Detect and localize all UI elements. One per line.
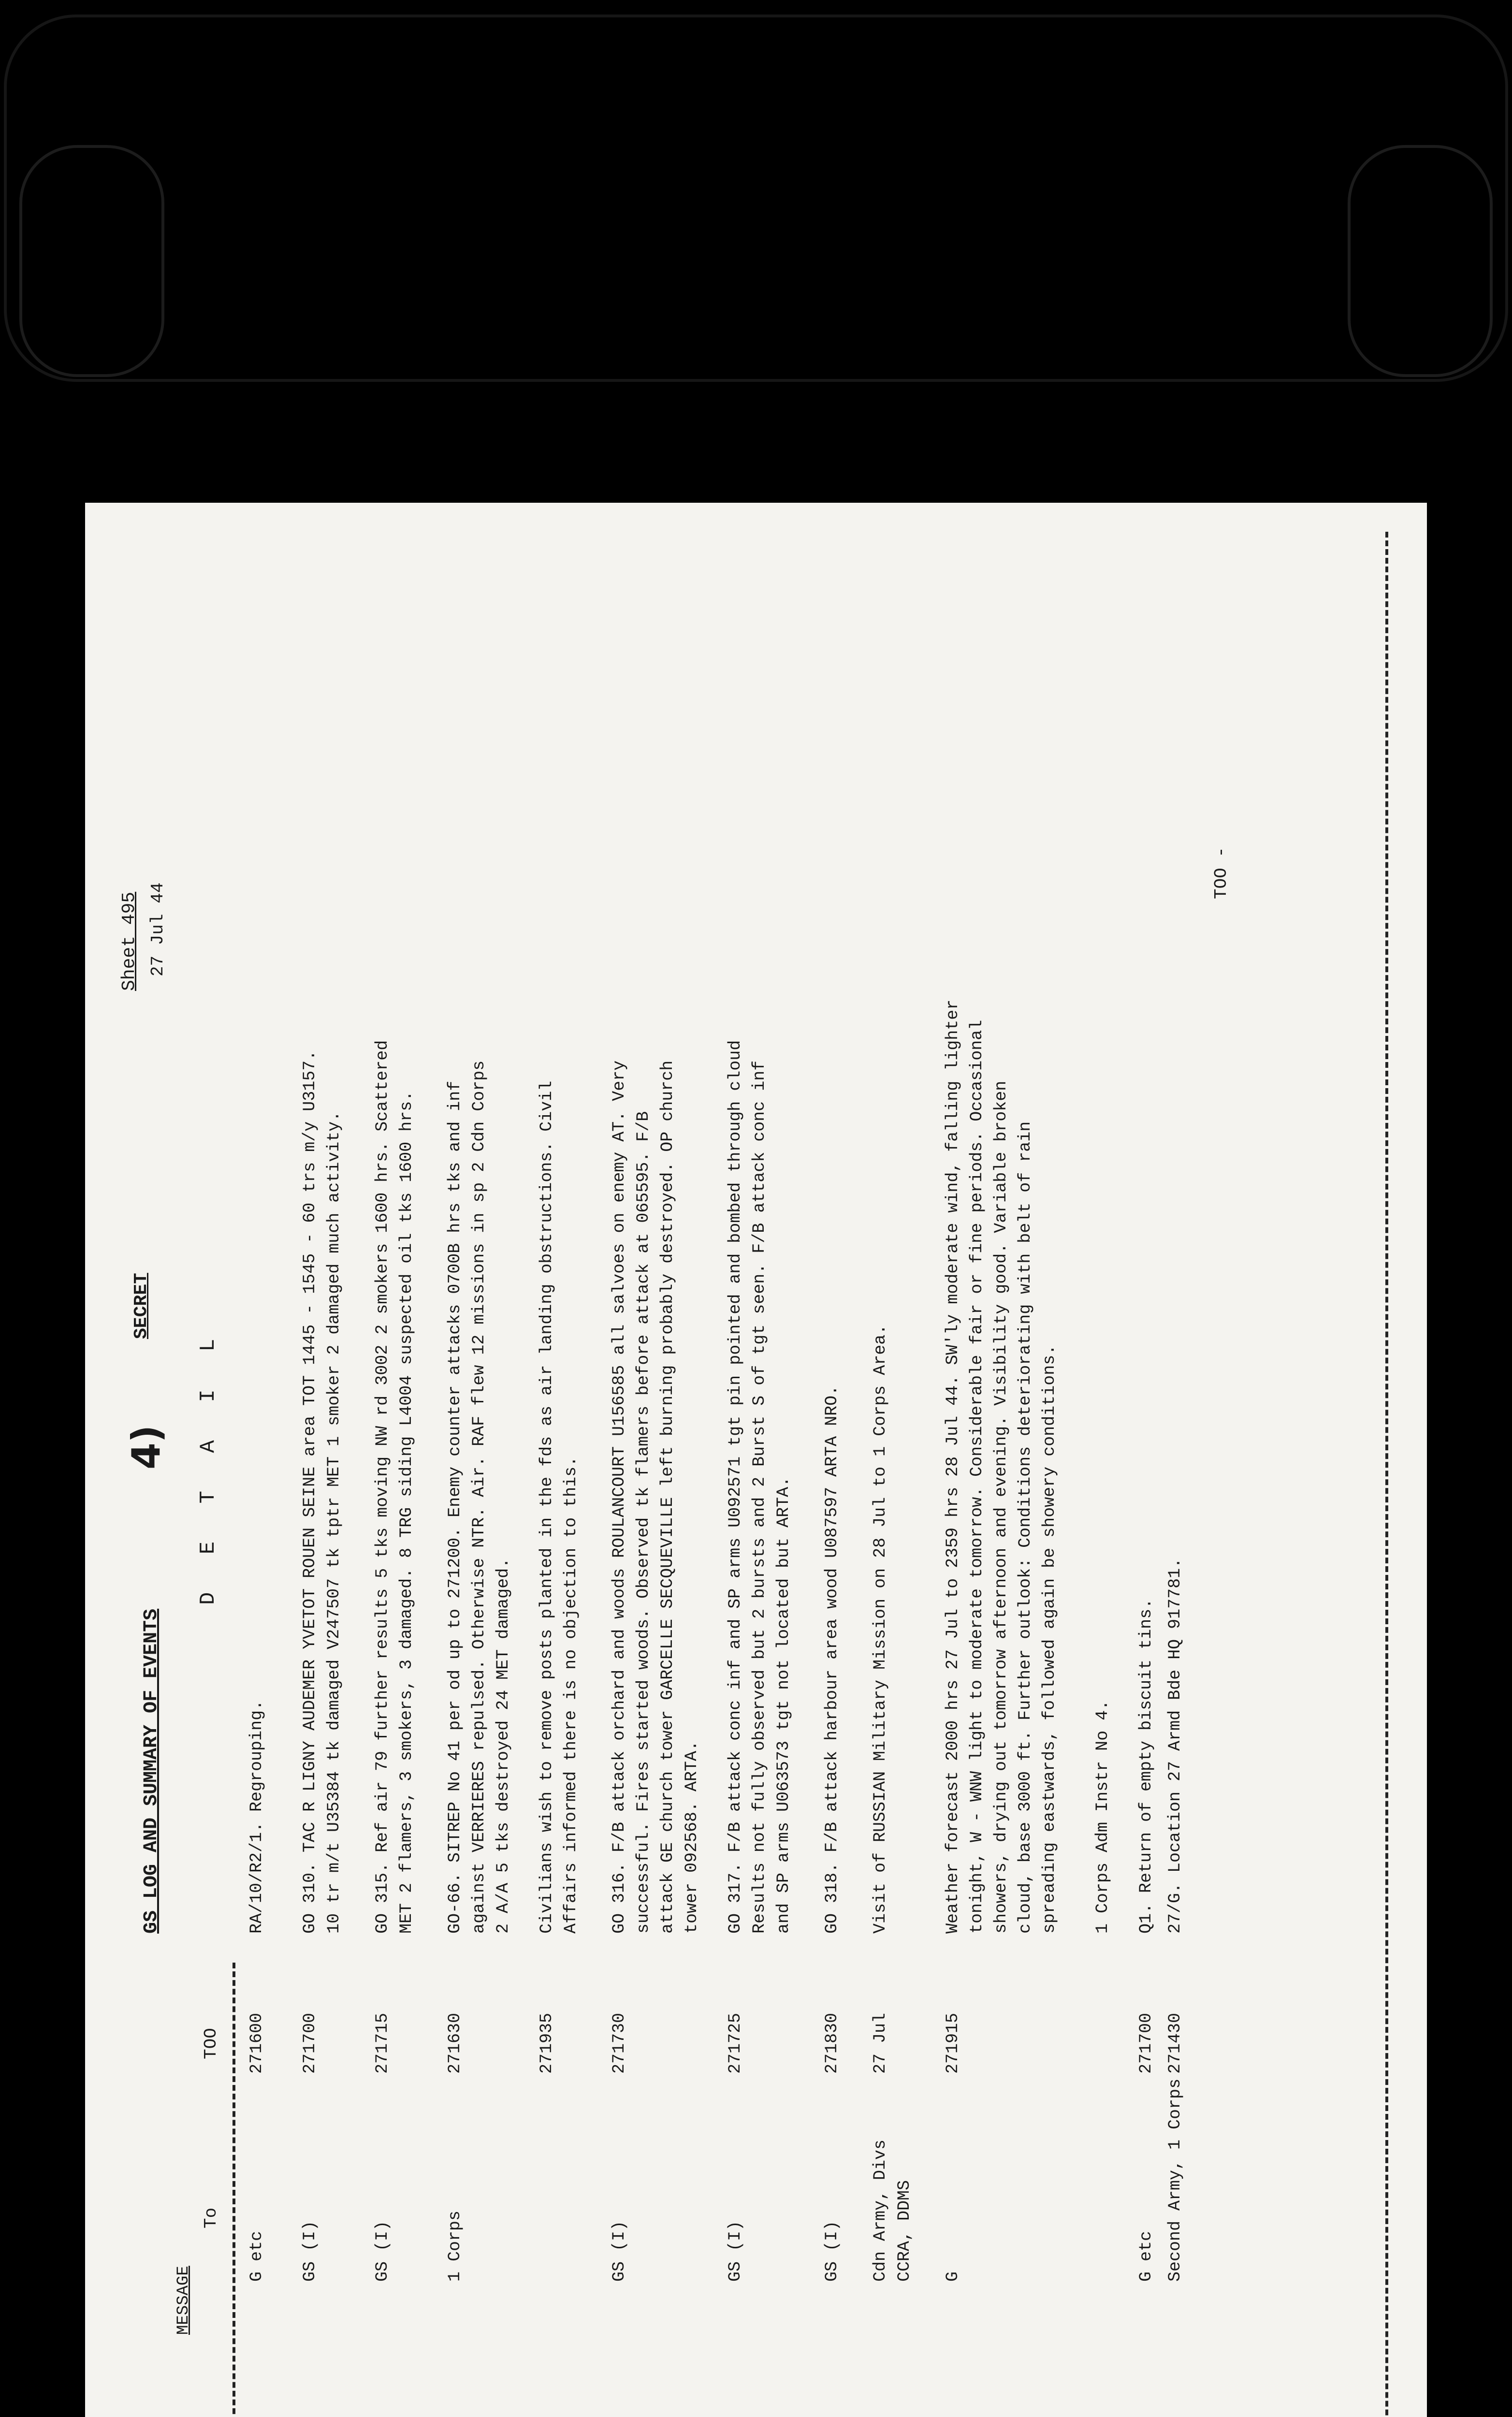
hand-mark: 4) xyxy=(124,1425,169,1470)
row-too: 271715 xyxy=(373,2012,392,2074)
detail-line: spreading eastwards, followed again be showery conditions. xyxy=(1040,1344,1059,1934)
row-detail xyxy=(1163,1558,1187,1934)
col-header-message: MESSAGE xyxy=(174,2266,193,2335)
row-too: 271915 xyxy=(943,2012,962,2074)
row-detail xyxy=(370,1040,419,1934)
row-too: 271630 xyxy=(445,2012,465,2074)
detail-line: showers, drying out tomorrow afternoon and evening. Visibility good. Variable broken xyxy=(991,1080,1011,1934)
detail-line: Visit of RUSSIAN Military Mission on 28 Jul to 1 Corps Area. xyxy=(871,1324,890,1934)
log-title: GS LOG AND SUMMARY OF EVENTS xyxy=(141,1608,162,1934)
detail-line: RA/10/R2/1. Regrouping. xyxy=(247,1700,266,1934)
detail-line: cloud, base 3000 ft. Further outlook: Conditions deteriorating with belt of rain xyxy=(1016,1121,1035,1934)
film-sprocket-right-top xyxy=(1348,145,1493,377)
detail-line: 1 Corps Adm Instr No 4. xyxy=(1093,1700,1112,1934)
row-to: G xyxy=(943,2271,962,2282)
detail-line: GO 315. Ref air 79 further results 5 tks moving NW rd 3002 2 smokers 1600 hrs. Scattered xyxy=(373,1040,392,1934)
detail-line: successful. Fires started woods. Observed tk flamers before attack at 065595. F/B xyxy=(634,1111,653,1934)
col-header-to: To xyxy=(201,2207,221,2228)
detail-line: GO-66. SITREP No 41 per od up to 271200. Enemy counter attacks 0700B hrs tks and inf xyxy=(445,1080,465,1934)
detail-line: and SP arms U063573 tgt not located but ARTA. xyxy=(774,1476,793,1934)
row-detail xyxy=(941,1000,1061,1934)
log-sheet xyxy=(85,503,1427,2417)
row-detail xyxy=(1134,1599,1158,1934)
secret-marking: SECRET xyxy=(131,1273,152,1339)
row-too: 271600 xyxy=(247,2012,266,2074)
row-detail xyxy=(443,1061,515,1934)
col-header-too: TOO xyxy=(201,2028,221,2059)
row-too: 271700 xyxy=(1136,2012,1156,2074)
row-to: G etc xyxy=(1136,2230,1156,2282)
detail-line: GO 318. F/B attack harbour area wood U087597 ARTA NRO. xyxy=(822,1385,842,1934)
film-sprocket-left-top xyxy=(19,145,164,377)
detail-line: Affairs informed there is no objection to this. xyxy=(561,1456,581,1934)
detail-line: GO 310. TAC R LIGNY AUDEMER YVETOT ROUEN SEINE area TOT 1445 - 1545 - 60 trs m/y U3157. xyxy=(300,1050,320,1934)
row-too: 271830 xyxy=(822,2012,842,2074)
row-to: G etc xyxy=(247,2230,266,2282)
detail-line: tower 092568. ARTA. xyxy=(682,1740,701,1934)
row-too: 271935 xyxy=(537,2012,556,2074)
row-detail xyxy=(868,1325,892,1934)
detail-line: 10 tr m/t U35384 tk damaged V247507 tk tptr MET 1 smoker 2 damaged much activity. xyxy=(324,1111,344,1934)
detail-line: GO 317. F/B attack conc inf and SP arms U092571 tgt pin pointed and bombed through cloud xyxy=(726,1040,745,1934)
detail-line: tonight, W - WNW light to moderate tomorrow. Considerable fair or fine periods. Occasional xyxy=(967,1019,987,1934)
row-to: Cdn Army, Divs CCRA, DDMS xyxy=(871,2139,914,2282)
detail-line: GO 316. F/B attack orchard and woods ROULANCOURT U156585 all salvoes on enemy AT. Very xyxy=(610,1060,629,1934)
row-detail xyxy=(1090,1700,1115,1934)
row-detail xyxy=(723,1040,796,1934)
row-detail xyxy=(607,1061,704,1934)
row-detail xyxy=(298,1050,346,1934)
detail-line: Civilians wish to remove posts planted in the fds as air landing obstructions. Civil xyxy=(537,1080,556,1934)
row-too: 271430 xyxy=(1165,2012,1185,2074)
row-detail xyxy=(535,1081,583,1934)
detail-line: against VERRIERES repulsed. Otherwise NTR. Air. RAF flew 12 missions in sp 2 Cdn Corps xyxy=(469,1060,489,1934)
row-to: GS (I) xyxy=(822,2220,842,2282)
row-to: GS (I) xyxy=(300,2220,320,2282)
film-frame-top xyxy=(4,15,1508,382)
row-too: 271725 xyxy=(726,2012,745,2074)
detail-line: 27/G. Location 27 Armd Bde HQ 917781. xyxy=(1165,1558,1185,1934)
sheet-number: Sheet 495 xyxy=(119,891,140,991)
row-to: GS (I) xyxy=(610,2220,629,2282)
footer-too: TOO - xyxy=(1211,846,1231,899)
row-too: 271730 xyxy=(610,2012,629,2074)
row-detail xyxy=(245,1700,269,1934)
detail-line: Q1. Return of empty biscuit tins. xyxy=(1136,1598,1156,1934)
document-page xyxy=(85,503,1427,2417)
row-to: 1 Corps xyxy=(445,2210,465,2282)
col-header-detail: D E T A I L xyxy=(196,1326,220,1605)
row-to: Second Army, 1 Corps xyxy=(1165,2078,1185,2282)
row-detail xyxy=(820,1385,844,1934)
row-too: 271700 xyxy=(300,2012,320,2074)
detail-line: 2 A/A 5 tks destroyed 24 MET damaged. xyxy=(494,1558,513,1934)
row-to: GS (I) xyxy=(726,2220,745,2282)
detail-line: Weather forecast 2000 hrs 27 Jul to 2359 hrs 28 Jul 44. SW'ly moderate wind, falling lighter xyxy=(943,999,962,1934)
detail-line: attack GE church tower GARCELLE SECQUEVILLE left burning probably destroyed. OP church xyxy=(658,1060,677,1934)
row-to: GS (I) xyxy=(373,2220,392,2282)
header-rule-left xyxy=(233,1963,235,2417)
row-too: 27 Jul xyxy=(871,2012,890,2074)
sheet-date: 27 Jul 44 xyxy=(148,882,168,976)
detail-line: Results not fully observed but 2 bursts and 2 Burst S of tgt seen. F/B attack conc inf xyxy=(750,1060,769,1934)
bottom-rule xyxy=(1385,532,1388,2417)
detail-line: MET 2 flamers, 3 smokers, 3 damaged. 8 TRG siding L4004 suspected oil tks 1600 hrs. xyxy=(397,1091,416,1934)
